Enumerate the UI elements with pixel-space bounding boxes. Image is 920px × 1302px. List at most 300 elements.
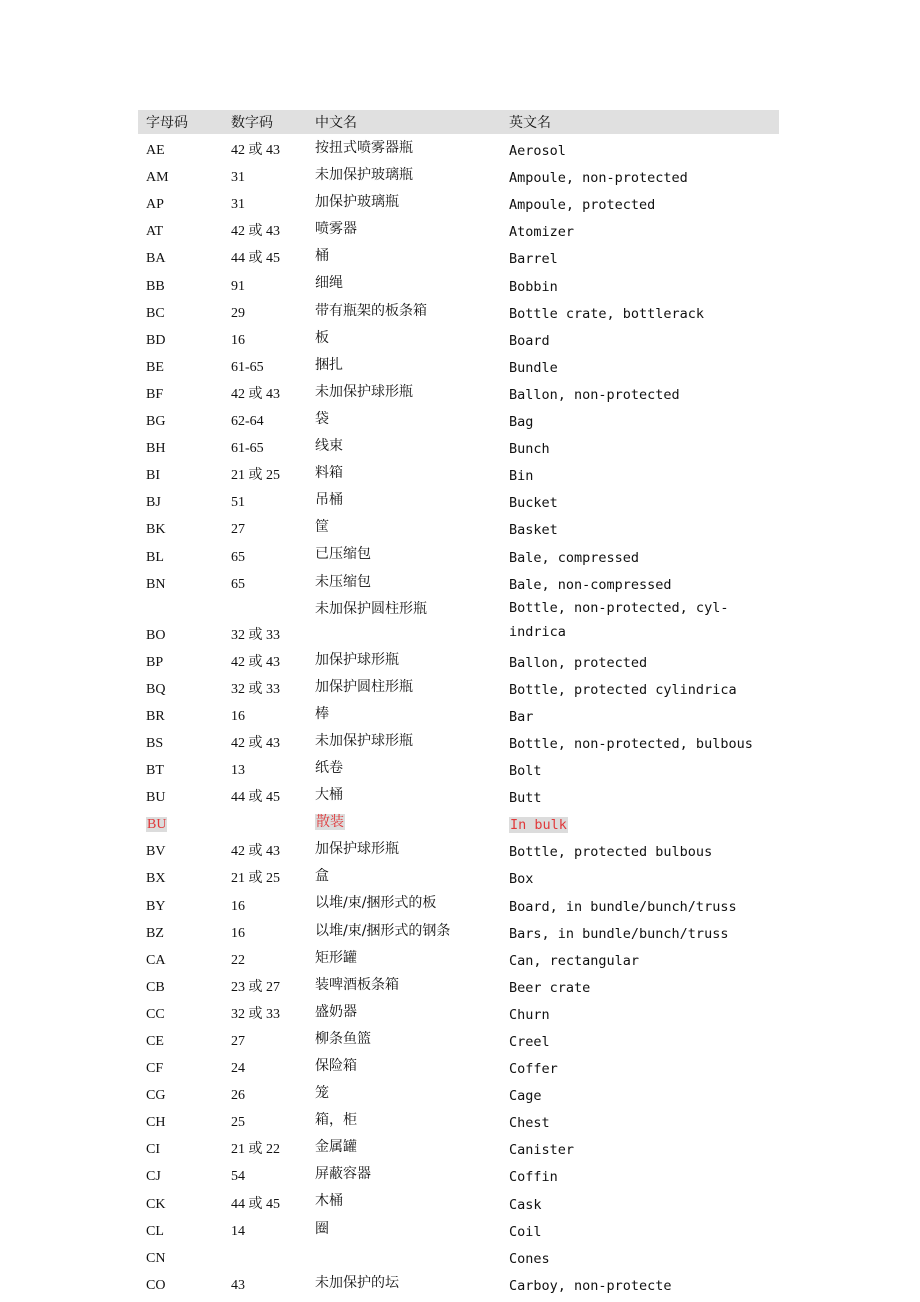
chinese-name-cell bbox=[307, 486, 501, 513]
table-row bbox=[138, 673, 779, 700]
english-name-cell bbox=[501, 700, 779, 727]
chinese-name-cell-text: 筐 bbox=[315, 519, 329, 536]
chinese-name-cell-text: 棒 bbox=[315, 705, 329, 722]
numeric-code-cell bbox=[223, 1269, 307, 1296]
english-name-cell bbox=[501, 1106, 779, 1133]
table-row bbox=[138, 188, 779, 215]
code-cell-text: BJ bbox=[146, 495, 161, 511]
english-name-cell-text: Board bbox=[509, 332, 550, 349]
numeric-code-cell bbox=[223, 215, 307, 242]
numeric-code-cell-text: 25 bbox=[231, 1115, 245, 1131]
code-cell bbox=[138, 188, 223, 215]
table-row bbox=[138, 727, 779, 754]
english-name-cell-text: Bale, compressed bbox=[509, 549, 640, 566]
numeric-code-cell-text: 27 bbox=[231, 1034, 245, 1049]
numeric-code-cell bbox=[223, 808, 307, 835]
code-cell-text: CO bbox=[146, 1277, 166, 1293]
numeric-code-cell-text: 21 或 22 bbox=[231, 1142, 280, 1158]
code-cell-text: CB bbox=[146, 979, 165, 995]
table-row bbox=[138, 862, 779, 889]
code-cell bbox=[138, 835, 223, 862]
chinese-name-cell-text: 吊桶 bbox=[315, 492, 343, 509]
english-name-cell-text: Chest bbox=[509, 1115, 550, 1132]
chinese-name-cell bbox=[307, 432, 501, 459]
numeric-code-cell bbox=[223, 297, 307, 324]
chinese-name-cell bbox=[307, 215, 501, 242]
code-cell-text: CL bbox=[146, 1223, 164, 1239]
english-name-cell-text: Ballon, non-protected bbox=[509, 386, 680, 403]
english-name-cell bbox=[501, 459, 779, 486]
chinese-name-cell-text: 大桶 bbox=[315, 787, 343, 804]
numeric-code-cell bbox=[223, 351, 307, 378]
code-cell bbox=[138, 754, 223, 781]
chinese-name-cell bbox=[307, 324, 501, 351]
numeric-code-cell-text: 51 bbox=[231, 495, 245, 511]
english-name-cell-text: Ampoule, protected bbox=[509, 197, 656, 214]
numeric-code-cell bbox=[223, 595, 307, 646]
chinese-name-cell-text: 加保护玻璃瓶 bbox=[315, 194, 399, 211]
english-name-cell bbox=[501, 568, 779, 595]
english-name-cell bbox=[501, 378, 779, 405]
numeric-code-cell bbox=[223, 944, 307, 971]
table-row bbox=[138, 1269, 779, 1296]
code-cell bbox=[138, 889, 223, 916]
chinese-name-cell-text: 加保护圆柱形瓶 bbox=[315, 678, 413, 695]
english-name-cell bbox=[501, 1187, 779, 1214]
chinese-name-cell-text: 未加保护的坛 bbox=[315, 1274, 399, 1291]
numeric-code-cell bbox=[223, 673, 307, 700]
table-row bbox=[138, 646, 779, 673]
code-cell bbox=[138, 1025, 223, 1052]
code-cell bbox=[138, 673, 223, 700]
code-cell bbox=[138, 727, 223, 754]
numeric-code-cell-text: 31 bbox=[231, 170, 245, 186]
chinese-name-cell bbox=[307, 917, 501, 944]
chinese-name-cell-text: 盛奶器 bbox=[315, 1003, 357, 1020]
english-name-cell bbox=[501, 215, 779, 242]
numeric-code-cell-text: 23 或 27 bbox=[231, 979, 280, 995]
english-name-cell bbox=[501, 432, 779, 459]
chinese-name-cell bbox=[307, 351, 501, 378]
numeric-code-cell-text: 32 或 33 bbox=[231, 1006, 280, 1022]
english-name-cell bbox=[501, 971, 779, 998]
english-name-cell-text: Board, in bundle/bunch/truss bbox=[509, 898, 737, 915]
code-cell bbox=[138, 459, 223, 486]
numeric-code-cell bbox=[223, 1215, 307, 1242]
chinese-name-cell-text: 捆扎 bbox=[315, 356, 343, 373]
table-row bbox=[138, 297, 779, 324]
numeric-code-cell bbox=[223, 1025, 307, 1052]
english-name-cell bbox=[501, 1025, 779, 1052]
english-name-cell-text: Can, rectangular bbox=[509, 952, 640, 969]
code-cell bbox=[138, 1269, 223, 1296]
numeric-code-cell-text: 42 或 43 bbox=[231, 386, 280, 402]
table-row bbox=[138, 971, 779, 998]
code-cell-text: AE bbox=[146, 143, 165, 159]
english-name-cell-text: Bolt bbox=[509, 763, 542, 780]
english-name-cell-text: Bunch bbox=[509, 441, 550, 458]
english-name-cell bbox=[501, 1160, 779, 1187]
english-name-cell-text: Bars, in bundle/bunch/truss bbox=[509, 925, 729, 942]
code-cell bbox=[138, 1106, 223, 1133]
code-cell bbox=[138, 700, 223, 727]
chinese-name-cell-text: 盒 bbox=[315, 868, 329, 885]
numeric-code-cell bbox=[223, 513, 307, 540]
english-name-cell-text: Barrel bbox=[509, 251, 558, 268]
numeric-code-cell-text: 61-65 bbox=[231, 359, 264, 375]
english-name-cell bbox=[501, 351, 779, 378]
code-cell-text: BV bbox=[146, 844, 166, 860]
english-name-cell bbox=[501, 297, 779, 324]
numeric-code-cell-text: 16 bbox=[231, 925, 245, 941]
code-cell bbox=[138, 944, 223, 971]
numeric-code-cell bbox=[223, 917, 307, 944]
english-name-cell bbox=[501, 324, 779, 351]
english-name-cell-text: Coffer bbox=[509, 1061, 558, 1078]
code-cell-text: BH bbox=[146, 441, 166, 457]
chinese-name-cell bbox=[307, 1079, 501, 1106]
code-cell-text: BF bbox=[146, 386, 164, 402]
code-cell-text: BY bbox=[146, 898, 166, 914]
english-name-cell bbox=[501, 540, 779, 567]
english-name-cell-text: Bag bbox=[509, 414, 534, 431]
numeric-code-cell-text: 43 bbox=[231, 1277, 245, 1293]
code-cell bbox=[138, 781, 223, 808]
table-row bbox=[138, 1242, 779, 1269]
english-name-cell-text: Bottle, non-protected, cyl-indrica bbox=[509, 599, 729, 640]
english-name-cell-text: Bin bbox=[509, 468, 534, 485]
code-cell-text: CH bbox=[146, 1115, 166, 1131]
code-cell-text: BE bbox=[146, 359, 164, 375]
code-cell-text: CE bbox=[146, 1034, 164, 1049]
chinese-name-cell-text: 加保护球形瓶 bbox=[315, 841, 399, 858]
numeric-code-cell-text: 27 bbox=[231, 522, 245, 538]
chinese-name-cell bbox=[307, 889, 501, 916]
chinese-name-cell bbox=[307, 1215, 501, 1242]
table-row bbox=[138, 215, 779, 242]
numeric-code-cell bbox=[223, 432, 307, 459]
code-cell-text: BG bbox=[146, 414, 166, 430]
english-name-cell bbox=[501, 242, 779, 269]
chinese-name-cell bbox=[307, 134, 501, 161]
table-row bbox=[138, 324, 779, 351]
english-name-cell-text: Bottle, protected cylindrica bbox=[509, 681, 737, 698]
chinese-name-cell-text: 未压缩包 bbox=[315, 573, 371, 590]
header-chinese-name: 中文名 bbox=[315, 115, 357, 131]
table-row bbox=[138, 568, 779, 595]
chinese-name-cell bbox=[307, 781, 501, 808]
english-name-cell bbox=[501, 1269, 779, 1296]
table-row bbox=[138, 405, 779, 432]
english-name-cell-text: Bottle, non-protected, bulbous bbox=[509, 735, 753, 752]
numeric-code-cell bbox=[223, 754, 307, 781]
chinese-name-cell bbox=[307, 188, 501, 215]
english-name-cell-text: Bottle crate, bottlerack bbox=[509, 305, 705, 322]
english-name-cell-text: Bottle, protected bulbous bbox=[509, 844, 713, 861]
table-row bbox=[138, 595, 779, 646]
chinese-name-cell bbox=[307, 1269, 501, 1296]
numeric-code-cell-text: 32 或 33 bbox=[231, 627, 280, 643]
code-cell bbox=[138, 215, 223, 242]
chinese-name-cell-text: 箱，柜 bbox=[315, 1112, 357, 1129]
code-cell bbox=[138, 1133, 223, 1160]
chinese-name-cell bbox=[307, 1106, 501, 1133]
chinese-name-cell-text: 纸卷 bbox=[315, 759, 343, 776]
code-cell-text: AP bbox=[146, 197, 164, 213]
chinese-name-cell-text: 保险箱 bbox=[315, 1058, 357, 1074]
code-cell-text: BQ bbox=[146, 681, 166, 697]
table-row bbox=[138, 917, 779, 944]
table-row bbox=[138, 513, 779, 540]
numeric-code-cell-text: 26 bbox=[231, 1088, 245, 1104]
document-page bbox=[138, 110, 779, 1296]
english-name-cell bbox=[501, 1215, 779, 1242]
code-cell-text: CK bbox=[146, 1196, 166, 1212]
numeric-code-cell-text: 65 bbox=[231, 576, 245, 592]
code-cell-text: BD bbox=[146, 332, 166, 348]
code-cell-text: BC bbox=[146, 305, 165, 321]
chinese-name-cell bbox=[307, 1160, 501, 1187]
english-name-cell bbox=[501, 727, 779, 754]
chinese-name-cell-text: 圈 bbox=[315, 1220, 329, 1237]
code-cell bbox=[138, 269, 223, 296]
chinese-name-cell bbox=[307, 1052, 501, 1079]
english-name-cell-text: Basket bbox=[509, 522, 558, 539]
chinese-name-cell bbox=[307, 646, 501, 673]
english-name-cell-text: Churn bbox=[509, 1006, 550, 1023]
code-cell bbox=[138, 1215, 223, 1242]
chinese-name-cell bbox=[307, 568, 501, 595]
table-body bbox=[138, 134, 779, 1296]
table-row bbox=[138, 432, 779, 459]
numeric-code-cell bbox=[223, 188, 307, 215]
english-name-cell-text: Ballon, protected bbox=[509, 654, 648, 671]
header-english-name: 英文名 bbox=[509, 115, 551, 131]
english-name-cell-text: Atomizer bbox=[509, 224, 575, 241]
numeric-code-cell-text: 42 或 43 bbox=[231, 224, 280, 240]
english-name-cell-text: Coffin bbox=[509, 1169, 558, 1186]
code-cell bbox=[138, 297, 223, 324]
table-row bbox=[138, 1187, 779, 1214]
code-cell bbox=[138, 971, 223, 998]
code-cell-text: BU bbox=[147, 817, 167, 833]
chinese-name-cell-text: 喷雾器 bbox=[315, 221, 357, 238]
code-cell bbox=[138, 324, 223, 351]
table-row bbox=[138, 1106, 779, 1133]
numeric-code-cell-text: 29 bbox=[231, 305, 245, 321]
numeric-code-cell-text: 32 或 33 bbox=[231, 681, 280, 697]
table-row bbox=[138, 269, 779, 296]
chinese-name-cell-text: 细绳 bbox=[315, 275, 343, 292]
chinese-name-cell bbox=[307, 1242, 501, 1269]
english-name-cell bbox=[501, 161, 779, 188]
table-row bbox=[138, 378, 779, 405]
numeric-code-cell bbox=[223, 1052, 307, 1079]
numeric-code-cell-text: 44 或 45 bbox=[231, 1196, 280, 1212]
code-cell bbox=[138, 862, 223, 889]
code-cell-text: BU bbox=[146, 790, 166, 806]
chinese-name-cell bbox=[307, 269, 501, 296]
table-row bbox=[138, 540, 779, 567]
table-header-row bbox=[138, 110, 779, 134]
code-cell bbox=[138, 568, 223, 595]
numeric-code-cell-text: 24 bbox=[231, 1061, 245, 1077]
numeric-code-cell-text: 42 或 43 bbox=[231, 735, 280, 751]
numeric-code-cell-text: 16 bbox=[231, 898, 245, 914]
chinese-name-cell-text: 按扭式喷雾器瓶 bbox=[315, 140, 413, 156]
numeric-code-cell bbox=[223, 378, 307, 405]
english-name-cell bbox=[501, 889, 779, 916]
table-row bbox=[138, 700, 779, 727]
chinese-name-cell bbox=[307, 161, 501, 188]
numeric-code-cell bbox=[223, 971, 307, 998]
table-row bbox=[138, 1160, 779, 1187]
chinese-name-cell bbox=[307, 1187, 501, 1214]
chinese-name-cell-text: 桶 bbox=[315, 248, 329, 265]
english-name-cell bbox=[501, 269, 779, 296]
english-name-cell-text: Bale, non-compressed bbox=[509, 576, 672, 593]
numeric-code-cell bbox=[223, 269, 307, 296]
code-cell bbox=[138, 1160, 223, 1187]
numeric-code-cell-text: 62-64 bbox=[231, 414, 264, 430]
code-cell-text: BN bbox=[146, 576, 166, 592]
english-name-cell-text: Bucket bbox=[509, 495, 558, 512]
numeric-code-cell bbox=[223, 134, 307, 161]
english-name-cell bbox=[501, 835, 779, 862]
numeric-code-cell bbox=[223, 998, 307, 1025]
code-cell-text: BA bbox=[146, 251, 166, 267]
table-row bbox=[138, 998, 779, 1025]
chinese-name-cell-text: 未加保护玻璃瓶 bbox=[315, 167, 413, 184]
english-name-cell-text: Box bbox=[509, 871, 534, 888]
english-name-cell bbox=[501, 188, 779, 215]
table-row bbox=[138, 161, 779, 188]
english-name-cell-text: Cones bbox=[509, 1250, 550, 1267]
english-name-cell-text: Cask bbox=[509, 1196, 542, 1213]
english-name-cell-text: In bulk bbox=[510, 817, 567, 834]
code-cell bbox=[138, 998, 223, 1025]
table-row bbox=[138, 781, 779, 808]
numeric-code-cell bbox=[223, 700, 307, 727]
table-row bbox=[138, 134, 779, 161]
table-row bbox=[138, 242, 779, 269]
header-numeric-code: 数字码 bbox=[231, 115, 273, 131]
english-name-cell bbox=[501, 486, 779, 513]
numeric-code-cell-text: 31 bbox=[231, 197, 245, 213]
code-cell bbox=[138, 1187, 223, 1214]
chinese-name-cell bbox=[307, 998, 501, 1025]
code-cell-text: BB bbox=[146, 278, 165, 294]
chinese-name-cell-text: 未加保护圆柱形瓶 bbox=[315, 600, 427, 617]
numeric-code-cell bbox=[223, 405, 307, 432]
code-cell-text: BI bbox=[146, 468, 160, 484]
numeric-code-cell bbox=[223, 1079, 307, 1106]
chinese-name-cell bbox=[307, 378, 501, 405]
code-cell-text: CI bbox=[146, 1142, 160, 1158]
english-name-cell bbox=[501, 1079, 779, 1106]
code-cell-text: BL bbox=[146, 549, 164, 565]
code-cell bbox=[138, 351, 223, 378]
chinese-name-cell bbox=[307, 862, 501, 889]
packaging-code-table bbox=[138, 110, 779, 1296]
code-cell-text: CF bbox=[146, 1061, 164, 1077]
code-cell-text: BR bbox=[146, 708, 165, 724]
code-cell-text: BO bbox=[146, 627, 166, 643]
table-row bbox=[138, 1025, 779, 1052]
code-cell bbox=[138, 808, 223, 835]
english-name-cell bbox=[501, 998, 779, 1025]
code-cell bbox=[138, 646, 223, 673]
english-name-cell bbox=[501, 917, 779, 944]
chinese-name-cell bbox=[307, 808, 501, 835]
table-row bbox=[138, 889, 779, 916]
table-row bbox=[138, 459, 779, 486]
english-name-cell bbox=[501, 862, 779, 889]
code-cell-text: CJ bbox=[146, 1169, 161, 1185]
english-name-cell bbox=[501, 781, 779, 808]
numeric-code-cell-text: 21 或 25 bbox=[231, 871, 280, 887]
english-name-cell bbox=[501, 673, 779, 700]
english-name-cell bbox=[501, 1242, 779, 1269]
english-name-cell bbox=[501, 944, 779, 971]
english-name-cell-text: Bar bbox=[509, 708, 534, 725]
english-name-cell-text: Bobbin bbox=[509, 278, 558, 295]
english-name-cell bbox=[501, 1133, 779, 1160]
english-name-cell bbox=[501, 134, 779, 161]
code-cell-text: CC bbox=[146, 1006, 165, 1022]
chinese-name-cell bbox=[307, 1133, 501, 1160]
numeric-code-cell-text: 42 或 43 bbox=[231, 143, 280, 159]
numeric-code-cell-text: 44 或 45 bbox=[231, 251, 280, 267]
code-cell bbox=[138, 917, 223, 944]
chinese-name-cell-text: 带有瓶架的板条箱 bbox=[315, 302, 427, 319]
table-row bbox=[138, 1079, 779, 1106]
code-cell bbox=[138, 595, 223, 646]
numeric-code-cell-text: 44 或 45 bbox=[231, 790, 280, 806]
table-row bbox=[138, 835, 779, 862]
numeric-code-cell-text: 91 bbox=[231, 278, 245, 294]
numeric-code-cell-text: 14 bbox=[231, 1223, 245, 1239]
table-row bbox=[138, 1215, 779, 1242]
numeric-code-cell bbox=[223, 781, 307, 808]
numeric-code-cell bbox=[223, 324, 307, 351]
chinese-name-cell-text: 木桶 bbox=[315, 1193, 343, 1210]
numeric-code-cell bbox=[223, 727, 307, 754]
chinese-name-cell bbox=[307, 944, 501, 971]
numeric-code-cell bbox=[223, 835, 307, 862]
chinese-name-cell-text: 装啤酒板条箱 bbox=[315, 976, 399, 993]
code-cell bbox=[138, 1052, 223, 1079]
code-cell-text: CA bbox=[146, 952, 166, 968]
chinese-name-cell-text: 板 bbox=[315, 329, 329, 346]
english-name-cell bbox=[501, 808, 779, 835]
numeric-code-cell-text: 21 或 25 bbox=[231, 468, 280, 484]
numeric-code-cell-text: 54 bbox=[231, 1169, 245, 1185]
code-cell bbox=[138, 161, 223, 188]
table-row bbox=[138, 944, 779, 971]
code-cell bbox=[138, 1242, 223, 1269]
english-name-cell-text: Canister bbox=[509, 1142, 575, 1159]
chinese-name-cell bbox=[307, 297, 501, 324]
english-name-cell bbox=[501, 513, 779, 540]
chinese-name-cell bbox=[307, 513, 501, 540]
table-row bbox=[138, 1052, 779, 1079]
chinese-name-cell-text: 袋 bbox=[315, 410, 329, 427]
numeric-code-cell-text: 65 bbox=[231, 549, 245, 565]
code-cell-text: AT bbox=[146, 224, 164, 240]
table-row bbox=[138, 351, 779, 378]
chinese-name-cell-text: 屏蔽容器 bbox=[315, 1166, 371, 1183]
